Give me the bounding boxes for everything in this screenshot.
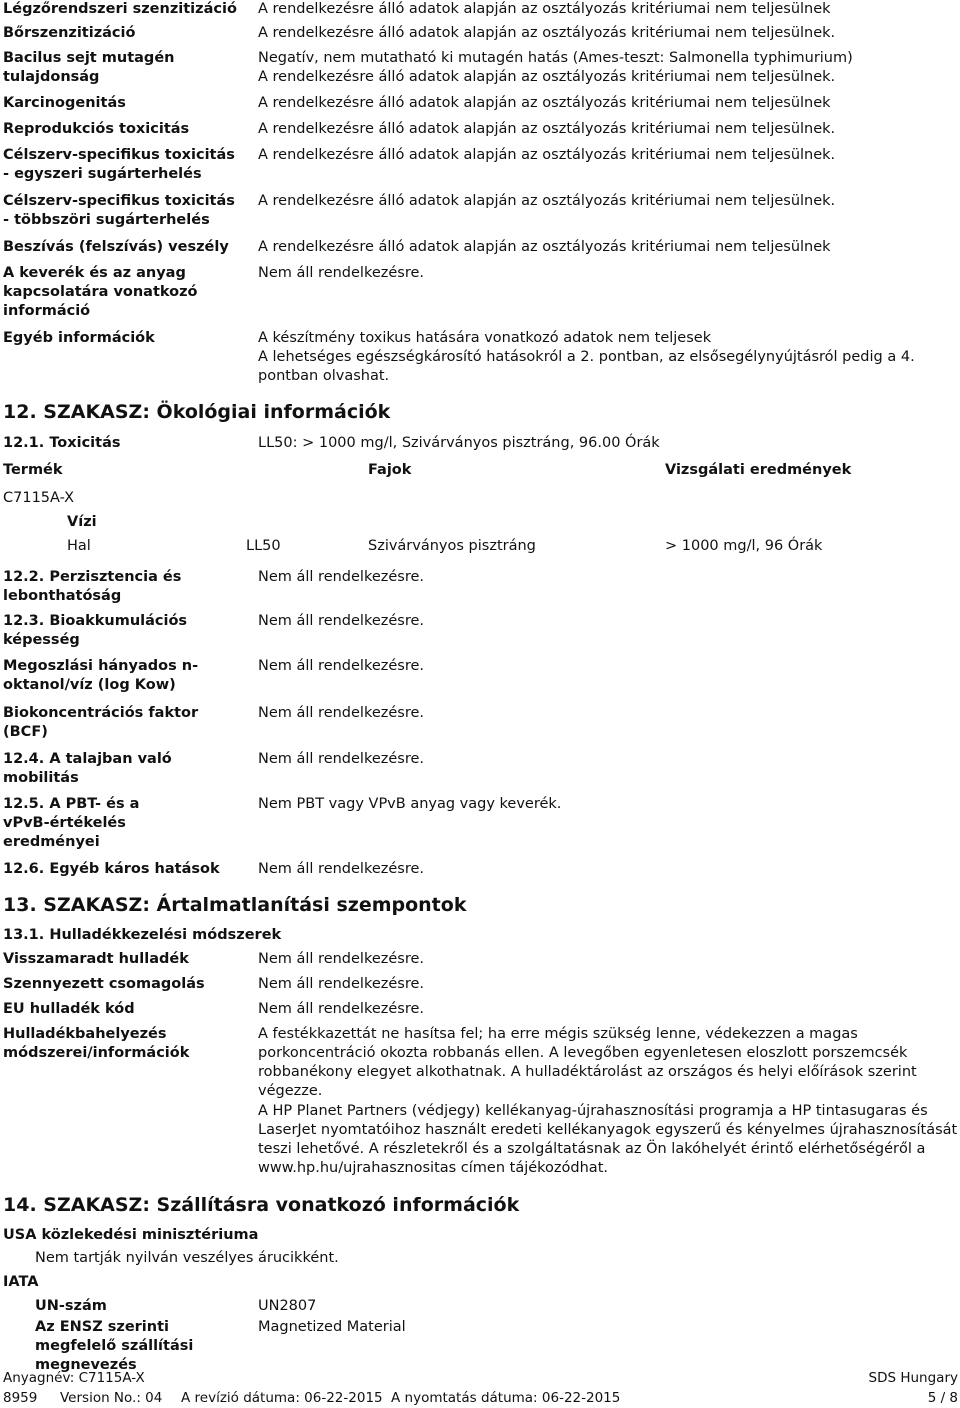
section-13-subtitle: 13.1. Hulladékkezelési módszerek [3, 927, 282, 943]
usa-dot-label: USA közlekedési minisztériuma [3, 1227, 259, 1243]
row-value: A festékkazettát ne hasítsa fel; ha erre mégis szükség lenne, védekezzen a magas porkoncentráció okozta robbanás ellen. A levegőben egyenletesen eloszlott porszemcsék robbanékony elegyet alkothatnak. A hulladéktárolást az országos és helyi előírások szerint végezze. [258, 1026, 917, 1099]
table-cell-test: LL50 [246, 538, 281, 554]
row-value: A rendelkezésre álló adatok alapján az osztályozás kritériumai nem teljesülnek. [258, 147, 836, 163]
row-label: 12.2. Perzisztencia és lebonthatóság [3, 569, 182, 604]
footer-version: Version No.: 04 [60, 1390, 163, 1406]
table-cell-species: Szivárványos pisztráng [368, 538, 536, 554]
row-value: Nem áll rendelkezésre. [258, 265, 425, 281]
row-value: Nem áll rendelkezésre. [258, 861, 425, 877]
table-group: Vízi [67, 514, 97, 530]
row-label: Reprodukciós toxicitás [3, 121, 190, 137]
footer-material-name: Anyagnév: C7115A-X [3, 1370, 145, 1386]
usa-dot-value: Nem tartják nyilván veszélyes árucikként. [35, 1250, 339, 1266]
row-label: Bőrszenzitizáció [3, 25, 136, 41]
row-label: Hulladékbahelyezés módszerei/információk [3, 1026, 190, 1061]
shipping-name-label: Az ENSZ szerinti megfelelő szállítási megnevezés [35, 1319, 194, 1373]
table-product: C7115A-X [3, 490, 75, 506]
row-value: Nem áll rendelkezésre. [258, 705, 425, 721]
row-label: Beszívás (felszívás) veszély [3, 239, 229, 255]
un-number-value: UN2807 [258, 1298, 317, 1314]
row-label: Légzőrendszeri szenzitizáció [3, 1, 237, 17]
row-value: Nem áll rendelkezésre. [258, 976, 425, 992]
row-label: Karcinogenitás [3, 95, 126, 111]
row-value: Nem áll rendelkezésre. [258, 751, 425, 767]
section-13-title: 13. SZAKASZ: Ártalmatlanítási szempontok [3, 894, 467, 916]
row-label: 12.5. A PBT- és a vPvB-értékelés eredményei [3, 796, 140, 850]
row-label: 12.6. Egyéb káros hatások [3, 861, 220, 877]
iata-label: IATA [3, 1274, 39, 1290]
row-label: Biokoncentrációs faktor (BCF) [3, 705, 199, 740]
row-value: A rendelkezésre álló adatok alapján az osztályozás kritériumai nem teljesülnek. [258, 25, 836, 41]
footer-print-date: A nyomtatás dátuma: 06-22-2015 [391, 1390, 621, 1406]
row-label: 12.3. Bioakkumulációs képesség [3, 613, 188, 648]
row-value: Nem áll rendelkezésre. [258, 613, 425, 629]
row-label: 12.4. A talajban való mobilitás [3, 751, 172, 786]
table-header-product: Termék [3, 462, 63, 478]
row-value: Nem áll rendelkezésre. [258, 658, 425, 674]
row-value: Nem áll rendelkezésre. [258, 951, 425, 967]
table-header-species: Fajok [368, 462, 412, 478]
row-value-2: A HP Planet Partners (védjegy) kellékanyag-újrahasznosítási programja a HP tintasugaras és LaserJet nyomtatóihoz használt eredeti kellékanyagok egyszerű és kényelmes újrahasznosítását teszi lehetővé. A részletekről és a szolgáltatásnak az Ön lakóhelyét érintő elérhetőségéről a www.hp.hu/ujrahasznositas címen tájékozódhat. [258, 1103, 958, 1176]
footer-doc-number: 8959 [3, 1390, 38, 1406]
row-label: Célszerv-specifikus toxicitás - egyszeri sugárterhelés [3, 147, 235, 182]
un-number-label: UN-szám [35, 1298, 107, 1314]
row-value: A rendelkezésre álló adatok alapján az osztályozás kritériumai nem teljesülnek. [258, 193, 836, 209]
row-label: Megoszlási hányados n-oktanol/víz (log Kow) [3, 658, 199, 693]
table-cell-organism: Hal [67, 538, 91, 554]
row-label: Célszerv-specifikus toxicitás - többszöri sugárterhelés [3, 193, 235, 228]
row-value: A rendelkezésre álló adatok alapján az osztályozás kritériumai nem teljesülnek [258, 1, 831, 17]
row-label: EU hulladék kód [3, 1001, 135, 1017]
row-value: A rendelkezésre álló adatok alapján az osztályozás kritériumai nem teljesülnek [258, 239, 831, 255]
row-label: A keverék és az anyag kapcsolatára vonatkozó információ [3, 265, 198, 319]
row-label: Egyéb információk [3, 330, 155, 346]
toxicity-label: 12.1. Toxicitás [3, 435, 121, 451]
row-label: Visszamaradt hulladék [3, 951, 189, 967]
footer-revision-date: A revízió dátuma: 06-22-2015 [181, 1390, 383, 1406]
footer-sds: SDS Hungary [868, 1370, 958, 1386]
row-value: Nem áll rendelkezésre. [258, 1001, 425, 1017]
section-12-title: 12. SZAKASZ: Ökológiai információk [3, 401, 391, 423]
footer-page-number: 5 / 8 [927, 1390, 958, 1406]
row-value: A készítmény toxikus hatására vonatkozó adatok nem teljesek [258, 330, 712, 346]
row-label: Szennyezett csomagolás [3, 976, 205, 992]
toxicity-value: LL50: > 1000 mg/l, Szivárványos pisztráng, 96.00 Órák [258, 435, 660, 451]
row-value: Nem PBT vagy VPvB anyag vagy keverék. [258, 796, 562, 812]
section-14-title: 14. SZAKASZ: Szállításra vonatkozó információk [3, 1194, 520, 1216]
row-value: Negatív, nem mutatható ki mutagén hatás (Ames-teszt: Salmonella typhimurium) [258, 50, 853, 66]
row-value: A rendelkezésre álló adatok alapján az osztályozás kritériumai nem teljesülnek [258, 95, 831, 111]
table-cell-result: > 1000 mg/l, 96 Órák [665, 538, 823, 554]
row-value: Nem áll rendelkezésre. [258, 569, 425, 585]
row-label: Bacilus sejt mutagén tulajdonság [3, 50, 175, 85]
row-value: A rendelkezésre álló adatok alapján az osztályozás kritériumai nem teljesülnek. [258, 121, 836, 137]
row-value-2: A lehetséges egészségkárosító hatásokról a 2. pontban, az elsősegélynyújtásról pedig a 4. pontban olvashat. [258, 349, 915, 384]
row-value-2: A rendelkezésre álló adatok alapján az osztályozás kritériumai nem teljesülnek. [258, 69, 836, 85]
table-header-results: Vizsgálati eredmények [665, 462, 852, 478]
shipping-name-value: Magnetized Material [258, 1319, 406, 1335]
